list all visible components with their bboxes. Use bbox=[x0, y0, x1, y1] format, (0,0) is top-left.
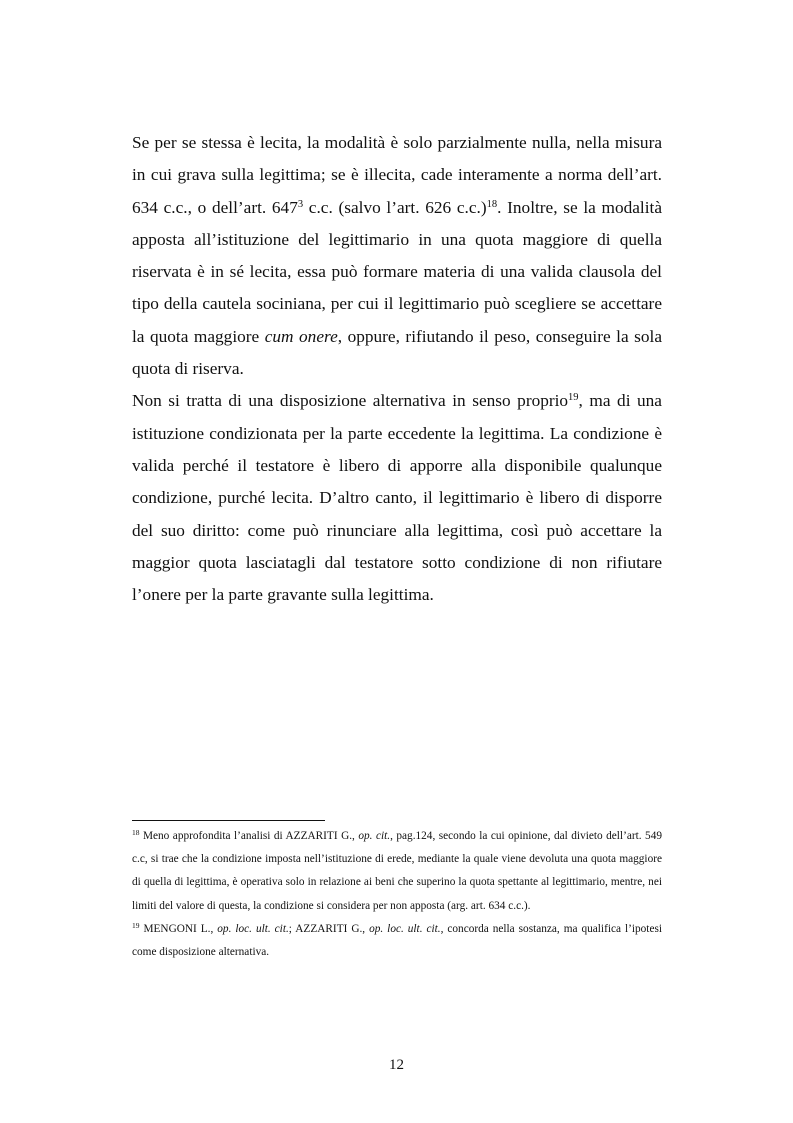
footnote-ref-18[interactable]: 18 bbox=[486, 198, 498, 210]
footnote-separator bbox=[132, 820, 325, 821]
footnote-19 bbox=[132, 918, 662, 964]
article-superscript: 3 bbox=[297, 198, 304, 210]
paragraph-2-text: Non si tratta di una disposizione alternativa in senso proprio bbox=[132, 391, 569, 411]
paragraph-2-text: , ma di una istituzione condizionata per la parte eccedente la legittima. La condizione è valida perché il testatore è libero di apporre alla disponibile qualunque condizione, purché lecita. D’altro canto, il legittimario è libero di disporre del suo diritto: come può rinunciare alla legittima, così può accettare la maggior quota lasciatagli dal testatore sotto condizione di non rifiutare l’onere per la parte gravante sulla legittima. bbox=[132, 391, 662, 605]
paragraph-2 bbox=[132, 385, 662, 611]
latin-term: cum onere bbox=[264, 326, 338, 346]
footnote-ref-19[interactable]: 19 bbox=[568, 392, 579, 404]
footnote-citation: op. loc. ult. cit., bbox=[369, 922, 444, 935]
footnote-citation: op. cit. bbox=[358, 830, 391, 842]
paragraph-1 bbox=[132, 127, 662, 385]
paragraph-1-text: Se per se stessa è lecita, la modalità è solo parzialmente nulla, nella misura in cui grava sulla legittima; se è illecita, cade interamente a norma dell’art. 634 c.c., o dell’art. 647 bbox=[132, 133, 662, 217]
footnote-citation: op. loc. ult. cit. bbox=[217, 922, 289, 935]
footnote-text: concorda nella sostanza, ma qualifica l’ipotesi come disposizione alternativa. bbox=[132, 922, 662, 959]
footnotes bbox=[132, 825, 662, 964]
page-number: 12 bbox=[389, 1057, 404, 1073]
footnote-text: Meno approfondita l’analisi di AZZARITI G., bbox=[139, 830, 359, 842]
paragraph-1-text: c.c. (salvo l’art. 626 c.c.) bbox=[303, 197, 487, 217]
footnote-18 bbox=[132, 825, 662, 918]
body-text bbox=[132, 127, 662, 611]
paragraph-1-text: , oppure, rifiutando il peso, conseguire la sola quota di riserva. bbox=[132, 326, 662, 379]
paragraph-1-text: . Inoltre, se la modalità apposta all’istituzione del legittimario in una quota maggiore di quella riservata è in sé lecita, essa può formare materia di una valida clausola del tipo della cautela sociniana, per cui il legittimario può scegliere se accettare la quota maggiore bbox=[132, 197, 662, 346]
footnote-number: 19 bbox=[132, 920, 140, 930]
footnote-text: MENGONI L., bbox=[139, 922, 218, 935]
footnote-text: ; AZZARITI G., bbox=[288, 922, 370, 935]
footnote-number: 18 bbox=[132, 828, 140, 837]
footnote-text: , pag.124, secondo la cui opinione, dal divieto dell’art. 549 c.c, si trae che la condizione imposta nell’istituzione di erede, mediante la quale viene devoluta una quota maggiore di quella di legittima, è operativa solo in relazione ai beni che superino la quota spettante al legittimario, mentre, nei limiti del valore di questa, la condizione si considera per non apposta (arg. art. 634 c.c.). bbox=[132, 830, 662, 912]
